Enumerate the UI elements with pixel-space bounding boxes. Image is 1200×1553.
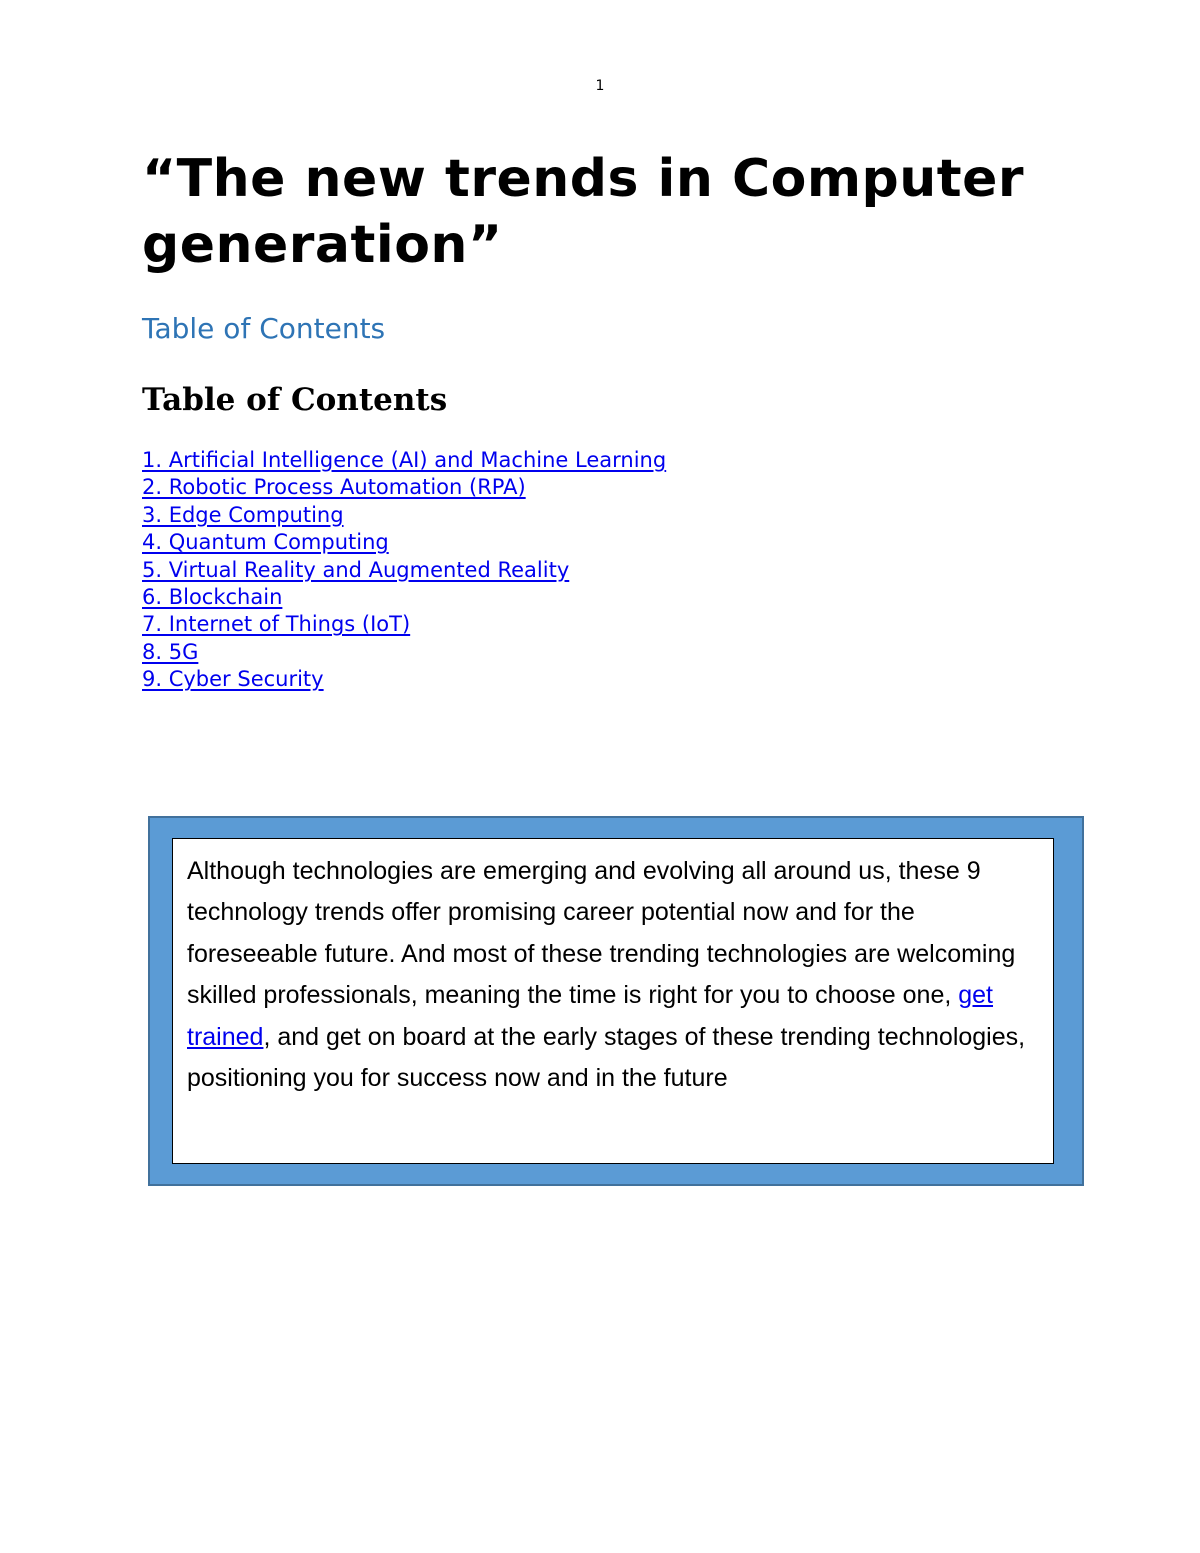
get-trained-link[interactable]: get trained [187, 981, 994, 1051]
toc-link-cyber-security[interactable]: 9. Cyber Security [142, 667, 324, 692]
toc-entry [142, 584, 666, 611]
toc-entry [142, 639, 666, 666]
toc-entry [142, 611, 666, 638]
toc-entry [142, 502, 666, 529]
callout-box [148, 816, 1084, 1186]
toc-link-rpa[interactable]: 2. Robotic Process Automation (RPA) [142, 475, 526, 500]
table-of-contents [142, 447, 666, 694]
callout-text-before-link: Although technologies are emerging and evolving all around us, these 9 technology trends offer promising career potential now and for the foreseeable future. And most of these trending technologies are welcoming skilled professionals, meaning the time is right for you to choose one, [187, 857, 1016, 1010]
toc-link-iot[interactable]: 7. Internet of Things (IoT) [142, 612, 411, 637]
toc-link-ai-ml[interactable]: 1. Artificial Intelligence (AI) and Machine Learning [142, 448, 667, 472]
toc-link-blockchain[interactable]: 6. Blockchain [142, 585, 283, 610]
toc-entry [142, 474, 666, 501]
toc-link-quantum-computing[interactable]: 4. Quantum Computing [142, 530, 389, 555]
callout-paragraph [187, 851, 1039, 1099]
toc-link-edge-computing[interactable]: 3. Edge Computing [142, 502, 344, 527]
toc-entry [142, 529, 666, 556]
toc-heading-plain: Table of Contents [142, 382, 448, 418]
toc-link-vr-ar[interactable]: 5. Virtual Reality and Augmented Reality [142, 557, 570, 582]
toc-entry [142, 557, 666, 584]
document-title: “The new trends in Computer generation” [142, 149, 1025, 275]
callout-text-after-link: , and get on board at the early stages of these trending technologies, positioning you for success now and in the future [187, 1022, 1026, 1093]
callout-text-frame [172, 838, 1054, 1164]
toc-link-5g[interactable]: 8. 5G [142, 639, 199, 664]
page-number: 1 [595, 78, 605, 94]
toc-heading-styled: Table of Contents [142, 312, 386, 345]
toc-entry [142, 447, 666, 474]
toc-entry [142, 666, 666, 693]
